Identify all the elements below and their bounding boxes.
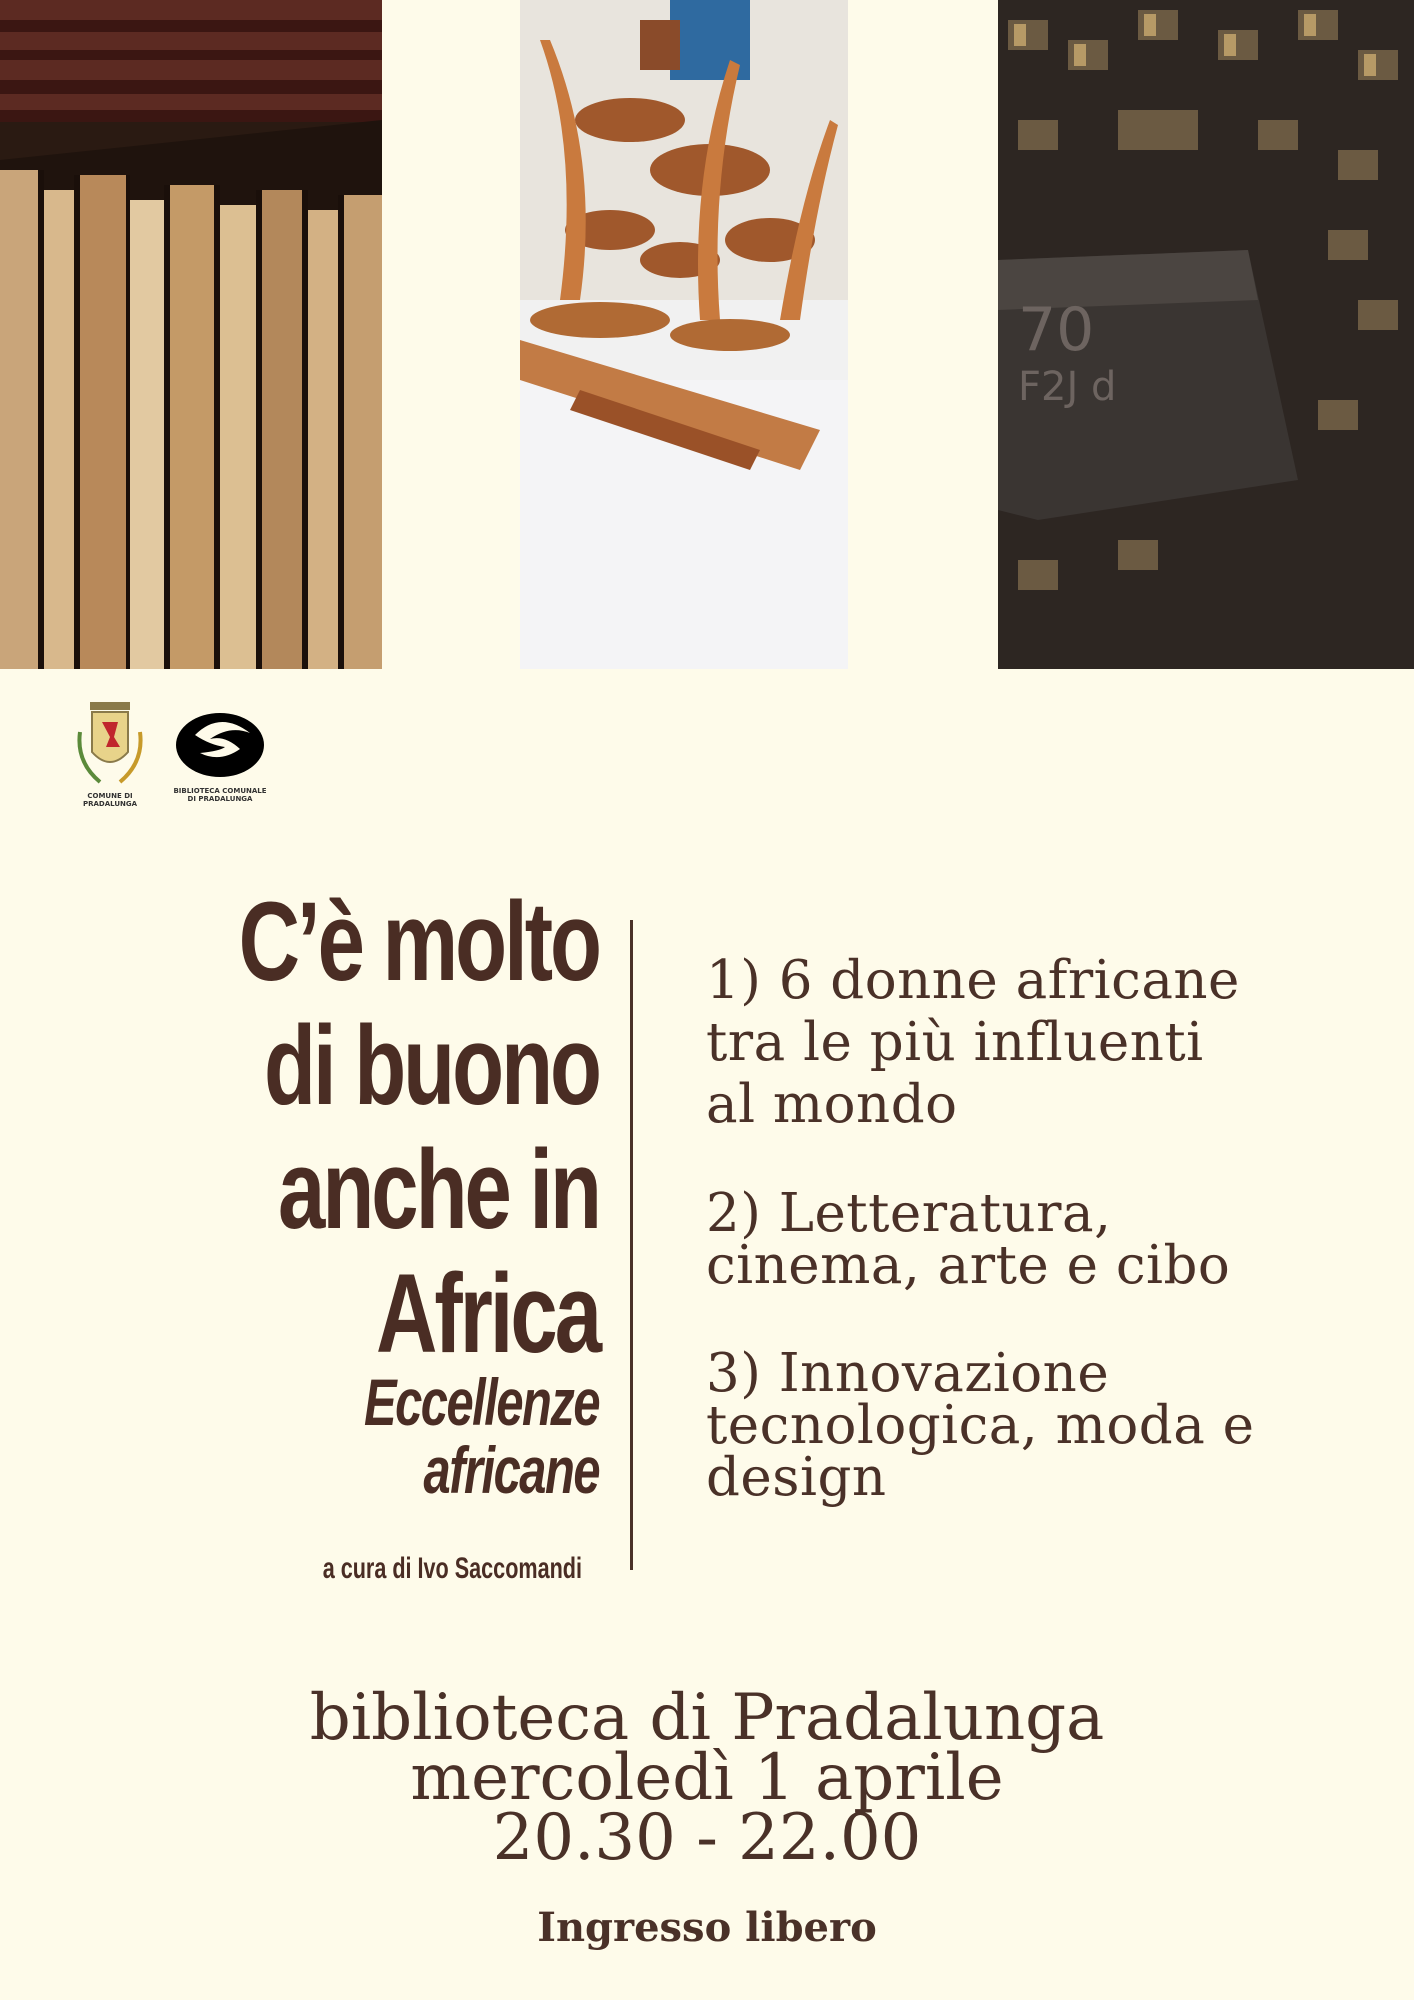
biblioteca-logo bbox=[170, 705, 270, 810]
subtitle-line-1: Eccellenze bbox=[364, 1365, 599, 1439]
event-location: biblioteca di Pradalunga bbox=[309, 1681, 1105, 1755]
circuit-board-photo bbox=[998, 0, 1414, 669]
topic-1-line-3: al mondo bbox=[706, 1074, 958, 1135]
topic-2-line-1: 2) Letteratura, bbox=[706, 1183, 1112, 1244]
title-line-3: anche in bbox=[278, 1127, 599, 1252]
topic-item bbox=[706, 1183, 1386, 1296]
comune-caption-line-2: PRADALUNGA bbox=[82, 800, 138, 808]
topic-item bbox=[706, 1343, 1386, 1508]
curator-credit: a cura di Ivo Saccomandi bbox=[322, 1552, 582, 1585]
wooden-carvings-photo bbox=[520, 0, 848, 669]
topic-3-line-1: 3) Innovazione bbox=[706, 1343, 1110, 1404]
topic-item bbox=[706, 950, 1386, 1136]
topic-3-line-2: tecnologica, moda e bbox=[706, 1395, 1255, 1456]
event-date: mercoledì 1 aprile bbox=[410, 1741, 1004, 1815]
topic-1-line-1: 1) 6 donne africane bbox=[706, 950, 1240, 1011]
topic-3-line-3: design bbox=[706, 1447, 887, 1508]
svg-text:70: 70 bbox=[1018, 295, 1095, 365]
subtitle bbox=[99, 1365, 599, 1507]
comune-coat-of-arms-logo bbox=[70, 692, 150, 814]
topic-2-line-2: cinema, arte e cibo bbox=[706, 1235, 1231, 1296]
entry-note: Ingresso libero bbox=[537, 1904, 877, 1951]
main-title bbox=[79, 880, 599, 1376]
title-line-2: di buono bbox=[264, 1003, 599, 1128]
svg-text:F2J d: F2J d bbox=[1018, 364, 1117, 410]
topics-list bbox=[706, 950, 1386, 1556]
comune-caption-line-1: COMUNE DI bbox=[87, 792, 133, 800]
topic-1-line-2: tra le più influenti bbox=[706, 1012, 1204, 1073]
title-line-1: C’è molto bbox=[238, 879, 599, 1004]
subtitle-line-2: africane bbox=[423, 1433, 599, 1507]
vertical-divider bbox=[630, 920, 633, 1570]
event-info bbox=[0, 1681, 1414, 1875]
biblioteca-caption-line-1: BIBLIOTECA COMUNALE bbox=[173, 787, 267, 795]
biblioteca-caption-line-2: DI PRADALUNGA bbox=[187, 795, 253, 803]
event-time: 20.30 - 22.00 bbox=[492, 1801, 922, 1875]
title-line-4: Africa bbox=[375, 1251, 599, 1376]
books-photo bbox=[0, 0, 382, 669]
